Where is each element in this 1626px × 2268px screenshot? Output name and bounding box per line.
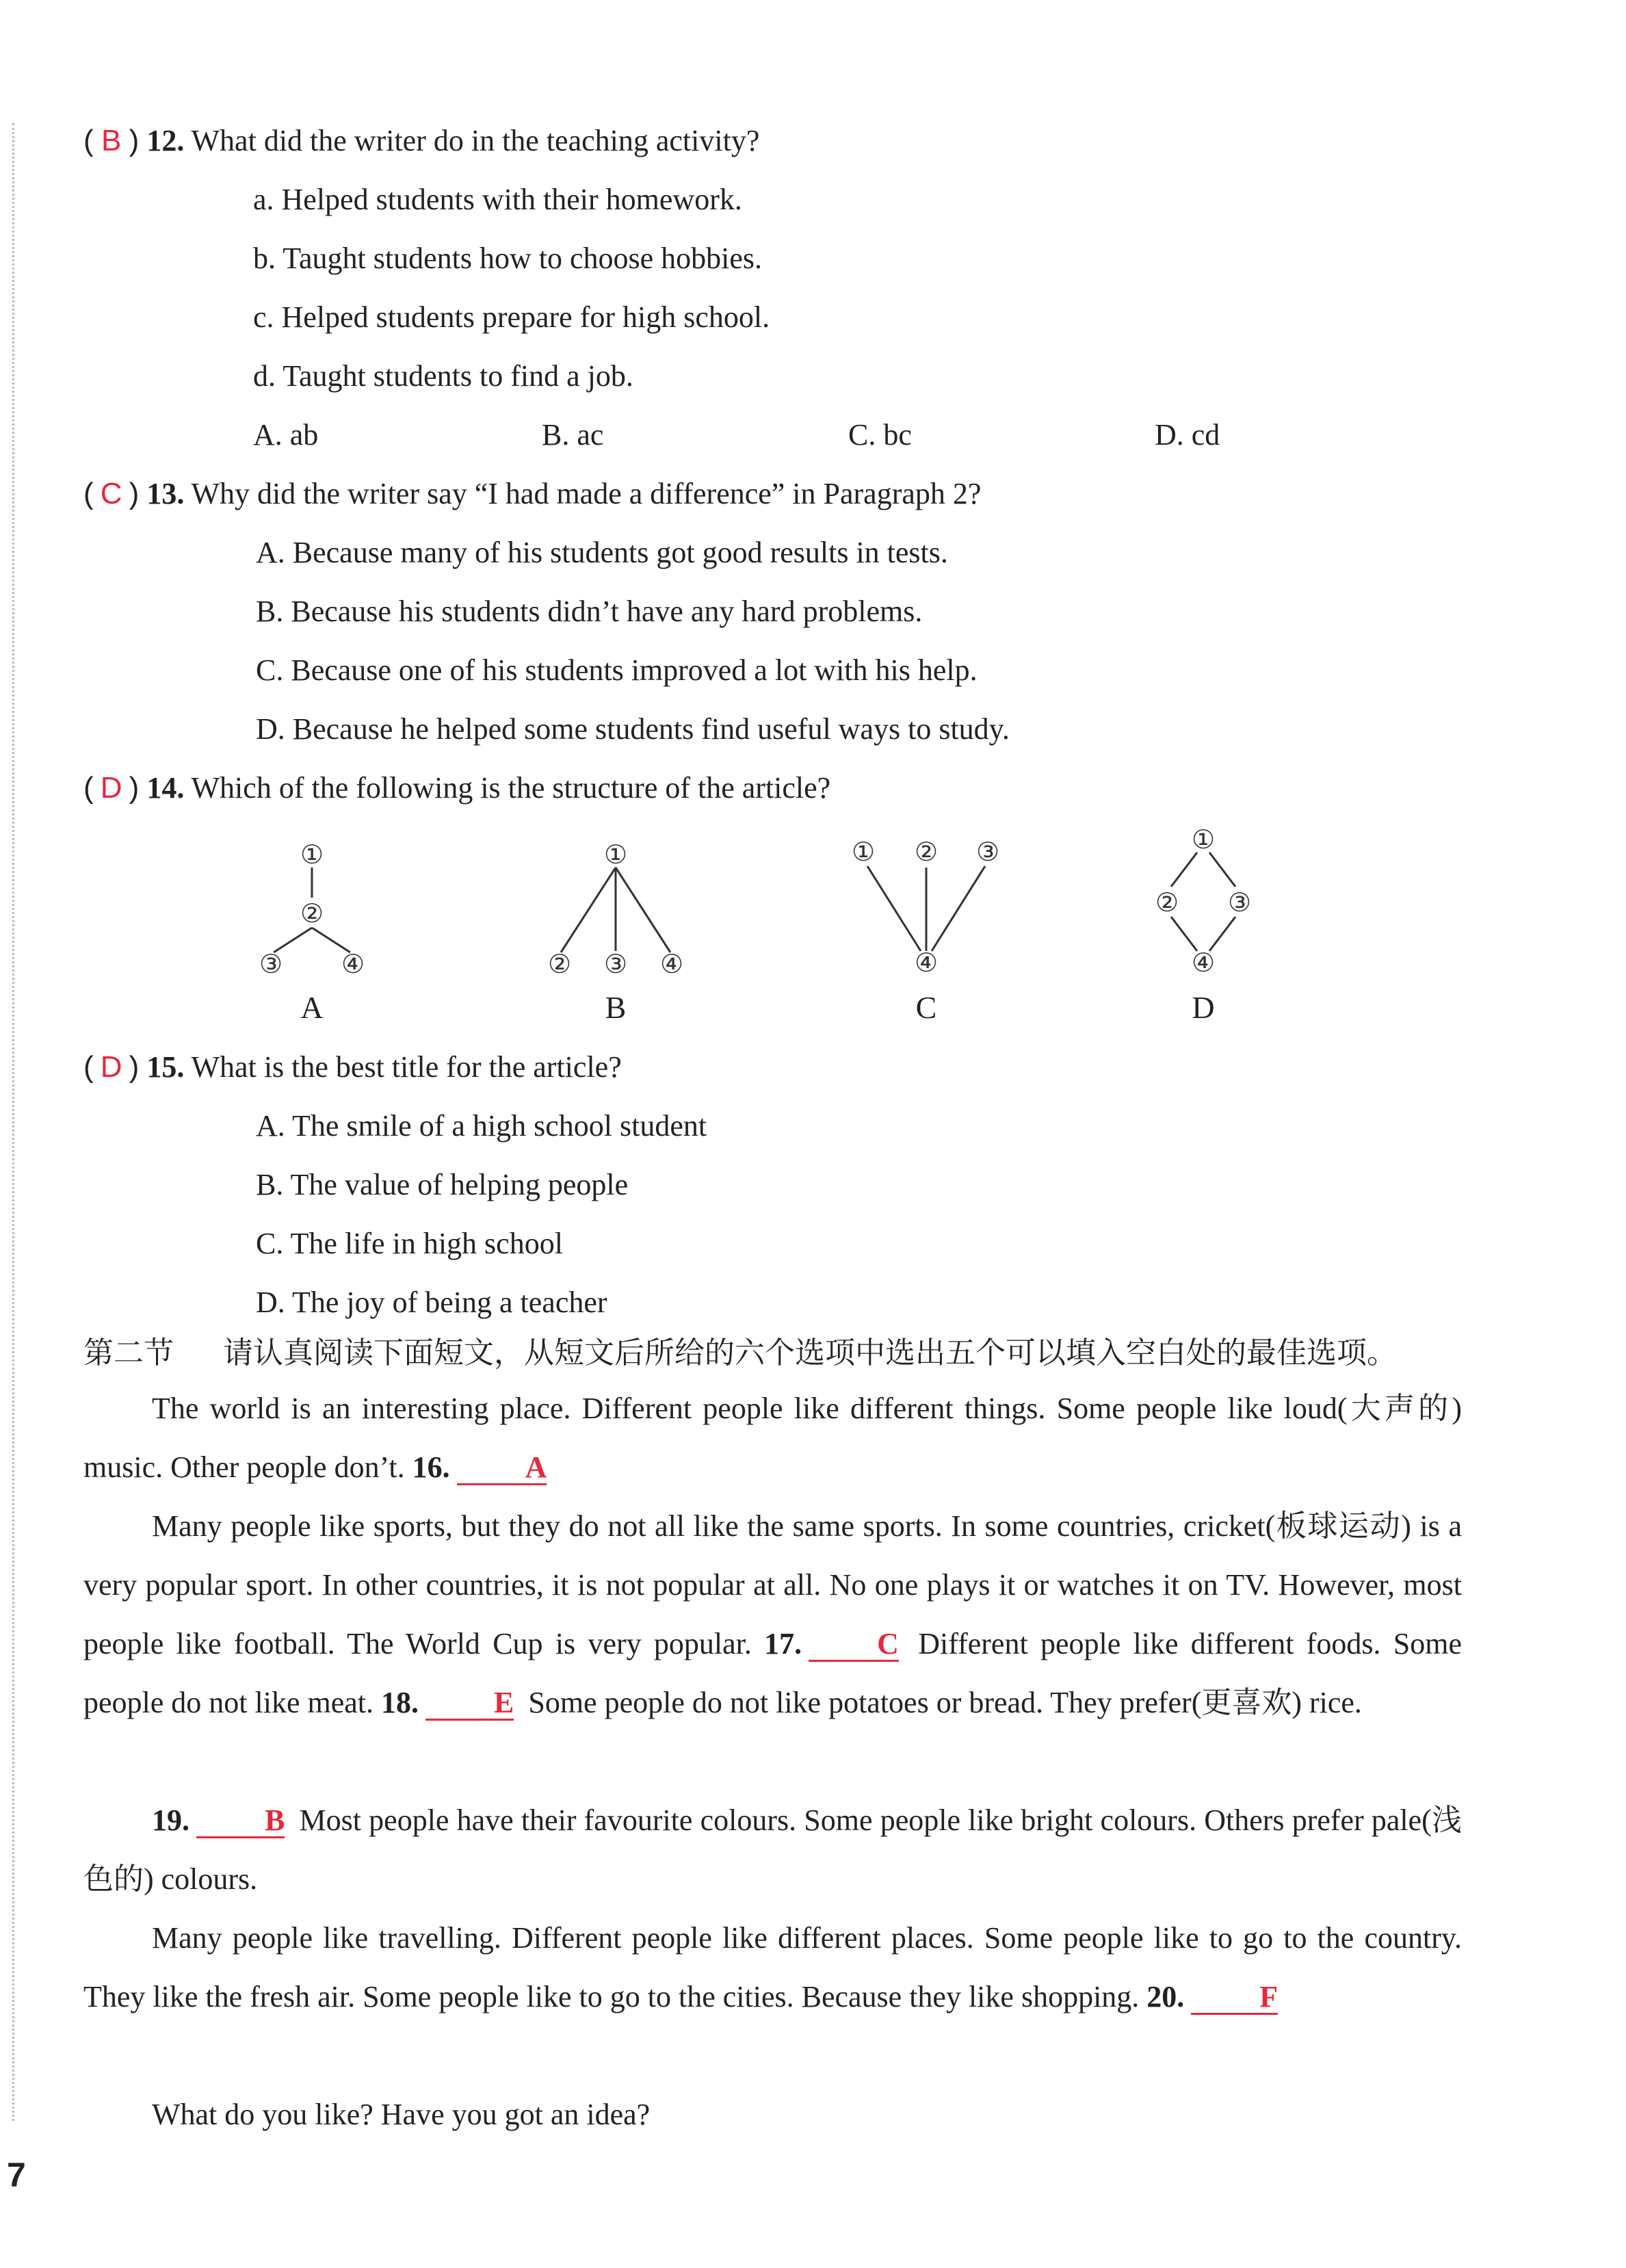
page-number: 7 — [7, 2156, 26, 2194]
option-b: B. ac — [542, 418, 604, 452]
answer-13: C — [100, 477, 122, 510]
sub-item: a. Helped students with their homework. — [253, 183, 742, 216]
passage-paragraph-2: Many people like sports, but they do not all like the same sports. In some countries, cricket(板球运动) is a very popular sport. In other countries, it is not popular at all. No one plays it or watches it on TV. However, most people like football. The World Cup is very popular. 17. C Different people like different foods. Some people do not like meat. 18. E Some people do not like potatoes or bread. They prefer(更喜欢) rice. — [83, 1509, 1462, 1719]
answer-15: D — [100, 1050, 122, 1084]
node-1: ① — [300, 841, 324, 870]
option-a: A. ab — [253, 418, 319, 452]
passage-paragraph-4: Many people like travelling. Different people like different places. Some people like to go to the country. They like the fresh air. Some people like to go to the cities. Because they like shopping. 20. F — [83, 1921, 1462, 2013]
node-3: ③ — [975, 838, 1000, 867]
option-a: A. The smile of a high school student — [256, 1109, 707, 1143]
blank-18: E — [425, 1687, 514, 1721]
passage-paragraph-5: What do you like? Have you got an idea? — [152, 2098, 651, 2131]
node-1: ① — [603, 841, 628, 870]
node-4: ④ — [659, 950, 684, 979]
node-1: ① — [851, 838, 876, 867]
structure-diagrams — [0, 0, 1626, 1026]
question-number: 13. — [146, 477, 185, 510]
passage-paragraph-1: The world is an interesting place. Different people like different things. Some people like loud(大声的) music. Other people don’t. 16. A — [83, 1392, 1462, 1484]
diagram-label-c: C — [915, 990, 937, 1025]
sub-item: d. Taught students to find a job. — [253, 359, 633, 393]
section-heading — [83, 1333, 1397, 1374]
question-text: What is the best title for the article? — [191, 1050, 622, 1084]
blank-16: A — [457, 1452, 547, 1485]
section-title: 第二节 — [83, 1335, 174, 1370]
option-c: C. The life in high school — [256, 1227, 563, 1260]
question-12: ( B ) 12. What did the writer do in the teaching activity? — [83, 120, 759, 161]
node-2: ② — [1155, 889, 1179, 917]
option-d: D. The joy of being a teacher — [256, 1286, 607, 1319]
node-3: ③ — [1227, 889, 1252, 917]
question-number: 14. — [146, 771, 185, 805]
sub-item: b. Taught students how to choose hobbies. — [253, 242, 763, 275]
option-a: A. Because many of his students got good results in tests. — [256, 536, 948, 569]
blank-17: C — [809, 1628, 899, 1662]
option-b: B. The value of helping people — [256, 1168, 629, 1201]
option-c: C. bc — [848, 418, 912, 452]
question-text: What did the writer do in the teaching activity? — [191, 124, 760, 157]
node-4: ④ — [914, 949, 939, 978]
option-b: B. Because his students didn’t have any hard problems. — [256, 595, 923, 628]
question-text: Why did the writer say “I had made a difference” in Paragraph 2? — [191, 477, 982, 510]
answer-12: B — [101, 124, 122, 157]
question-13: ( C ) 13. Why did the writer say “I had made a difference” in Paragraph 2? — [83, 473, 981, 514]
sub-item: c. Helped students prepare for high school. — [253, 300, 770, 334]
question-number: 15. — [146, 1050, 185, 1084]
node-4: ④ — [1191, 949, 1216, 978]
answer-14: D — [100, 771, 122, 805]
section-instruction: 请认真阅读下面短文，从短文后所给的六个选项中选出五个可以填入空白处的最佳选项。 — [223, 1335, 1397, 1370]
question-15: ( D ) 15. What is the best title for the article? — [83, 1047, 622, 1088]
diagram-label-a: A — [300, 990, 324, 1025]
node-2: ② — [914, 838, 939, 867]
node-2: ② — [300, 900, 324, 928]
diagram-label-d: D — [1192, 990, 1215, 1025]
blank-20: F — [1191, 1981, 1278, 2015]
node-3: ③ — [259, 950, 283, 979]
node-4: ④ — [341, 950, 365, 979]
option-d: D. cd — [1155, 418, 1220, 452]
question-14: ( D ) 14. Which of the following is the structure of the article? — [83, 768, 830, 809]
option-d: D. Because he helped some students find useful ways to study. — [256, 712, 1010, 746]
node-3: ③ — [603, 950, 628, 979]
node-2: ② — [547, 950, 572, 979]
passage-paragraph-3: 19. B Most people have their favourite colours. Some people like bright colours. Others prefer pale(浅色的) colours. — [83, 1803, 1462, 1896]
diagram-label-b: B — [605, 990, 627, 1025]
option-c: C. Because one of his students improved a lot with his help. — [256, 653, 978, 687]
question-text: Which of the following is the structure of the article? — [191, 771, 831, 805]
blank-19: B — [196, 1805, 285, 1838]
question-number: 12. — [146, 124, 185, 157]
node-1: ① — [1191, 826, 1216, 855]
